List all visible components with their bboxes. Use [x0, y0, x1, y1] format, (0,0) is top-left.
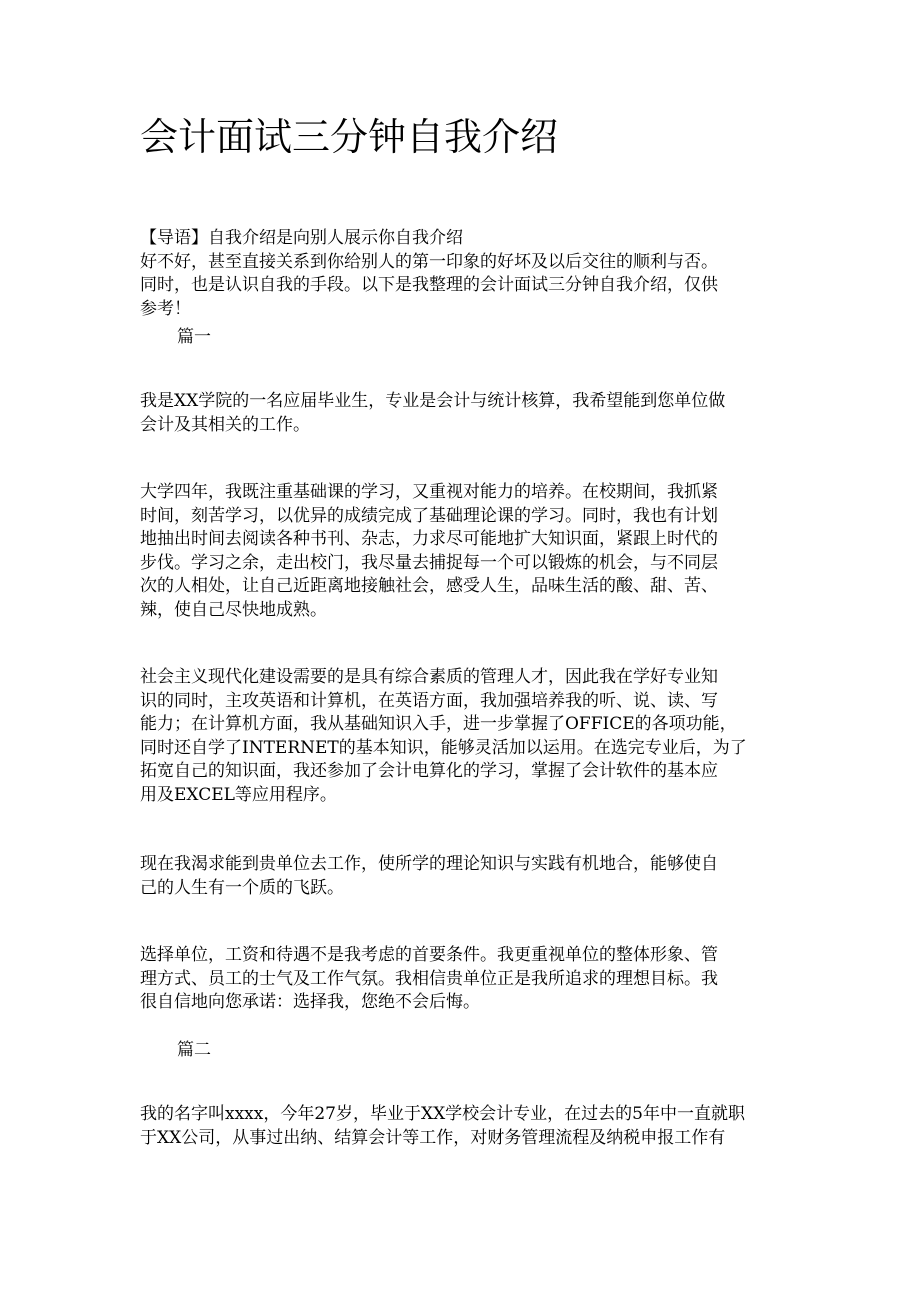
text-line: 社会主义现代化建设需要的是具有综合素质的管理人才，因此我在学好专业知 — [140, 667, 718, 687]
text-line: 大学四年，我既注重基础课的学习，又重视对能力的培养。在校期间，我抓紧 — [140, 482, 718, 502]
text-line: 地抽出时间去阅读各种书刊、杂志，力求尽可能地扩大知识面，紧跟上时代的 — [140, 529, 718, 550]
text-line: 同时还自学了INTERNET的基本知识，能够灵活加以运用。在选完专业后，为了 — [140, 737, 747, 758]
text-line: 同时，也是认识自我的手段。以下是我整理的会计面试三分钟自我介绍，仅供 — [140, 275, 718, 296]
body-paragraph — [140, 853, 780, 900]
text-line: 现在我渴求能到贵单位去工作，使所学的理论知识与实践有机地合，能够使自 — [140, 854, 718, 874]
section-heading-2: 篇二 — [177, 1040, 211, 1060]
text-line: 用及EXCEL等应用程序。 — [140, 784, 337, 805]
body-paragraph — [140, 1103, 780, 1150]
text-line: 于XX公司，从事过出纳、结算会计等工作，对财务管理流程及纳税申报工作有 — [140, 1127, 726, 1148]
text-line: 辣，使自己尽快地成熟。 — [140, 599, 327, 620]
text-line: 拓宽自己的知识面，我还参加了会计电算化的学习，掌握了会计软件的基本应 — [140, 761, 718, 782]
document-title: 会计面试三分钟自我介绍 — [140, 115, 559, 159]
body-paragraph — [140, 944, 780, 1015]
intro-paragraph — [140, 227, 780, 321]
text-line: 我的名字叫xxxx，今年27岁，毕业于XX学校会计专业，在过去的5年中一直就职 — [140, 1104, 746, 1124]
text-line: 理方式、员工的士气及工作气氛。我相信贵单位正是我所追求的理想目标。我 — [140, 968, 718, 989]
text-line: 我是XX学院的一名应届毕业生，专业是会计与统计核算，我希望能到您单位做 — [140, 391, 726, 411]
text-line: 己的人生有一个质的飞跃。 — [140, 877, 344, 898]
text-line: 【导语】自我介绍是向别人展示你自我介绍 — [140, 228, 463, 248]
text-line: 好不好，甚至直接关系到你给别人的第一印象的好坏及以后交往的顺利与否。 — [140, 251, 718, 272]
text-line: 识的同时，主攻英语和计算机，在英语方面，我加强培养我的听、说、读、写 — [140, 690, 718, 711]
text-line: 很自信地向您承诺：选择我，您绝不会后悔。 — [140, 992, 480, 1013]
text-line: 步伐。学习之余，走出校门，我尽量去捕捉每一个可以锻炼的机会，与不同层 — [140, 552, 718, 573]
body-paragraph — [140, 390, 780, 437]
text-line: 时间，刻苦学习，以优异的成绩完成了基础理论课的学习。同时，我也有计划 — [140, 505, 718, 526]
text-line: 选择单位，工资和待遇不是我考虑的首要条件。我更重视单位的整体形象、管 — [140, 945, 718, 965]
text-line: 能力；在计算机方面，我从基础知识入手，进一步掌握了OFFICE的各项功能， — [140, 714, 737, 735]
text-line: 次的人相处，让自己近距离地接触社会，感受人生，品味生活的酸、甜、苦、 — [140, 576, 718, 597]
text-line: 参考！ — [140, 298, 191, 319]
section-heading-1: 篇一 — [177, 327, 211, 347]
body-paragraph — [140, 481, 780, 623]
body-paragraph — [140, 666, 780, 808]
text-line: 会计及其相关的工作。 — [140, 414, 310, 435]
